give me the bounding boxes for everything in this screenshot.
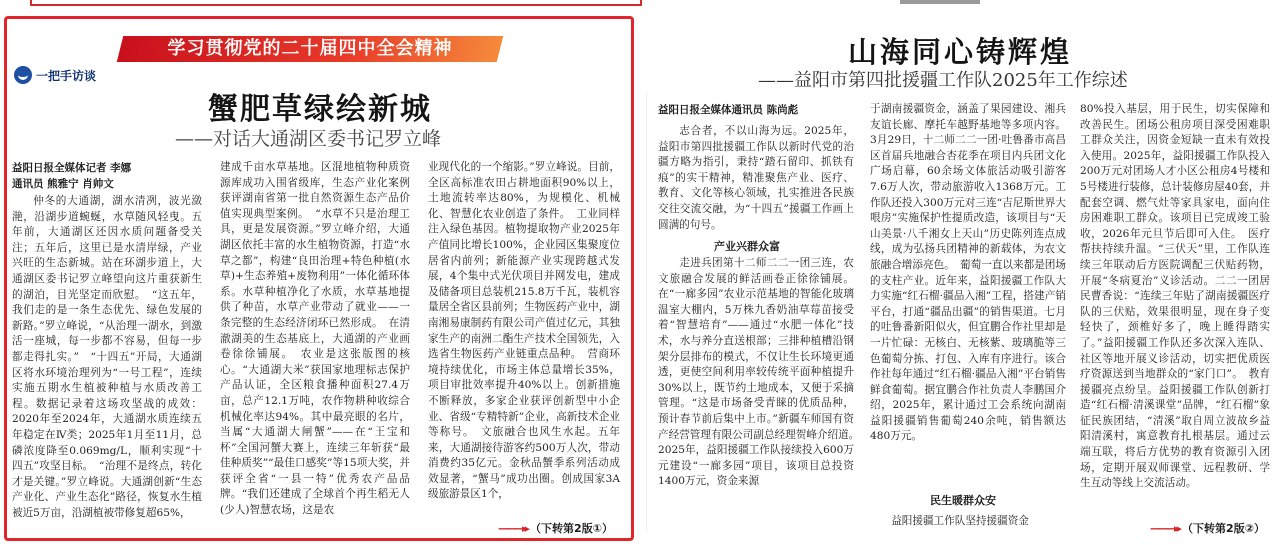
left-continuation-label: （下转第2版①） (530, 522, 614, 535)
right-column-1-text: 志合者，不以山海为远。2025年，益阳市第四批援疆工作队以新时代党的治疆方略为指引，秉持“踏石留印、抓铁有痕”的实干精神，精准聚焦产业、医疗、教育、文化等核心领域，扎实推进各民族交往交流交融，为“十四五”援疆工作画上圆满的句号。 (658, 125, 854, 231)
right-headline: 山海同心铸辉煌 (847, 35, 1072, 69)
top-edge (0, 0, 1280, 8)
continue-arrow-icon: ———▸▸ (498, 521, 528, 535)
right-column-3-text: 80%投入基层，用于民生，切实保障和改善民生。团场公租房项目深受困难职工群众关注，因资金短缺一直未有效投入使用。2025年，益阳援疆工作队投入200万元对团场人才小区公租房4号楼和5号楼进行装修，总计装修房屋40套，并配套空调、燃气灶等家具家电，面向住房困难职工群众。该项目已完成竣工验收，2026年元旦节后即可入住。 医疗帮扶持续升温。“三伏天”里，工作队连续三年联动后方医院调配三伏贴药物，开展“冬病夏治”义诊活动。二二一团居民曹香说：“连续三年贴了湖南援疆医疗队的三伏贴，效果很明显，现在身子变轻快了，颈椎好多了，晚上睡得踏实了。”益阳援疆工作队还多次深入连队、社区等地开展义诊活动，切实把优质医疗资源送到当地群众的“家门口”。 教育援疆亮点纷呈。益阳援疆工作队创新打造“红石榴·清溪课堂”品牌，“红石榴”象征民族团结，“清溪”取自周立波故乡益阳清溪村，寓意教育扎根基层。通过云端互联，将后方优势的教育资源引入团场，定期开展双师课堂、远程教研、学生互动等线上交流活动。 (1080, 103, 1270, 490)
right-column-3 (1080, 102, 1270, 516)
byline-reporter: 益阳日报全媒体记者 李娜 (12, 162, 132, 174)
right-column-2b (870, 514, 1066, 534)
column-tag (14, 66, 96, 84)
right-column-2 (870, 102, 1066, 480)
left-column-2-text: 建成千亩水草基地。区混地植物种质资源库成功入围省级库，生态产业化案例获评湖南省第一批自然资源生态产品价值实现典型案例。 “水草不只是治理工具，更是发展资源。”罗立峰介绍，大通湖区依托丰富的水生植物资源，打造“水草之都”，构建“良田治理+特色种植(水草)+生态养殖+废物利用”一体化循环体系。水草种植净化了水质，水草基地提供了种苗，水草产业带动了就业——一条完整的生态经济闭环已然形成。 在清澈湖美的生态基底上，大通湖的产业画卷徐徐铺展。 农业是这张版图的核心。“大通湖大米”获国家地理标志保护产品认证，全区粮食播种面积27.4万亩，总产12.1万吨，农作物耕种收综合机械化率达94%。其中最亮眼的名片，当属“大通湖大闸蟹”——在“王宝和杯”全国河蟹大赛上，连续三年斩获“最佳种质奖”“最佳口感奖”等15项大奖，并获评全省“一县一特”优秀农产品品牌。“我们还建成了全球首个再生稻无人(少人)智慧农场，这是农 (220, 161, 410, 517)
right-continuation-label: （下转第2版②） (1182, 522, 1266, 535)
left-column-2 (220, 160, 410, 534)
right-column-2b-text: 益阳援疆工作队坚持援疆资金 (891, 515, 1029, 527)
column-divider (646, 92, 647, 532)
right-continuation[interactable] (1150, 520, 1265, 536)
left-subheadline: ——对话大通湖区委书记罗立峰 (175, 128, 442, 150)
previous-article-text-edge (900, 0, 980, 4)
smile-logo-icon (14, 66, 32, 84)
section-heading-livelihood: 民生暖群众安 (930, 494, 996, 507)
left-column-3-text: 业现代化的一个缩影。”罗立峰说。目前，全区高标准农田占耕地面积90%以上，土地流转率达80%，为规模化、机械化、智慧化农业创造了条件。 工业同样注入绿色基因。植物提取物产业2025年产值同比增长100%，企业园区集聚度位居省内前列；新能源产业实现跨越式发展，4个集中式光伏项目并网发电，建成及储备项目总装机215.8万千瓦，装机容量居全省区县前列；生物医药产业中，湖南湘易康制药有限公司产值过亿元，其独家生产的南洲二酯生产技术全国领先，入选省生物医药产业链重点品种。 营商环境持续优化，市场主体总量增长35%，项目审批效率提升40%以上。创新措施不断释放，多家企业获评创新型中小企业、省级“专精特新”企业，高新技术企业等称号。 文旅融合也风生水起。五年来，大通湖接待游客约500万人次，带动消费约35亿元。金秋品蟹季系列活动成效显著，“蟹马”成功出圈。创成国家3A级旅游景区1个， (428, 161, 620, 501)
right-column-1b (658, 256, 865, 536)
left-continuation[interactable] (498, 520, 613, 536)
column-tag-label: 一把手访谈 (36, 68, 97, 83)
right-column-1 (658, 124, 854, 236)
section-banner (117, 36, 503, 62)
left-column-3 (428, 160, 620, 516)
right-column-1b-text: 走进兵团第十二师二二一团三连，农文旅融合发展的鲜活画卷正徐徐铺展。在“一廊多园”农业示范基地的智能化玻璃温室大棚内，5万株九香奶油草莓苗接受着“智慧培育”——通过“水肥一体化”技术，水与养分直送根部；三排种植槽沿钢架分层排布的模式，不仅让生长环境更通透，更使空间利用率较传统平面种植提升30%以上，既节约土地成本，又便于采摘管理。“这是市场备受青睐的优质品种，预计春节前后集中上市。”新疆车师国有资产经营管理有限公司副总经理贺峰介绍道。 2025年，益阳援疆工作队接续投入600万元建设“一廊多园”项目，该项目总投资1400万元，资金来源 (658, 257, 865, 488)
right-column-2-text: 于湖南援疆资金，涵盖了果园建设、湘兵友谊长廊、摩托车越野基地等多项内容。3月29日，十二师二二一团·吐鲁番市高昌区首届兵地融合杏花季在项目内兵团文化广场启幕，60余场文体旅活动吸引游客7.6万人次，带动旅游收入1368万元。工作队还投入300万元对三连“吉尼斯世界大哏房”实施保护性提质改造，该项目与“天山美景·八千湘女上天山”历史陈列连点成线，成为弘扬兵团精神的新载体，为农文旅融合增添亮色。 葡萄一直以来都是团场的支柱产业。近年来，益阳援疆工作队大力实施“红石榴·疆品入湘”工程，搭建产销平台，打通“疆品出疆”的销售渠道。七月的吐鲁番新阳似火，但宜鹏合作社里却是一片忙碌：无核白、无核紫、玻璃脆等三色葡萄分拣、打包、入库有序进行。该合作社每年通过“红石榴·疆品入湘”平台销售鲜食葡萄。据宜鹏合作社负责人李鹏国介绍，2025年，累计通过工会系统向湖南益阳援疆销售葡萄240余吨，销售额达480万元。 (870, 103, 1066, 443)
left-column-1 (12, 194, 202, 534)
left-byline (12, 160, 131, 192)
left-headline: 蟹肥草绿绘新城 (208, 92, 432, 127)
byline-correspondents: 通讯员 熊雅宁 肖帅文 (12, 178, 114, 190)
right-byline: 益阳日报全媒体通讯员 陈尚彪 (658, 104, 799, 116)
continue-arrow-icon: ———▸▸ (1150, 521, 1180, 535)
right-subheadline: ——益阳市第四批援疆工作队2025年工作综述 (758, 70, 1128, 91)
left-column-1-text: 仲冬的大通湖，湖水清冽，波光潋滟，沿湖步道蜿蜒，水草随风轻曳。五年前，大通湖区还因水质问题备受关注；五年后，这里已是水清岸绿，产业兴旺的生态新城。站在环湖步道上，大通湖区委书记罗立峰望向这片重获新生的湖泊，目光坚定而欣慰。 “这五年，我们走的是一条生态优先、绿色发展的新路。”罗立峰说，“从治理一湖水，到激活一座城，每一步都不容易，但每一步都走得扎实。” “十四五”开局，大通湖区将水环境治理列为“一号工程”，连续实施五期水生植被种植与水质改善工程。数据记录着这场攻坚战的成效：2020年至2024年，大通湖水质连续五年稳定在Ⅳ类；2025年1月至11月，总磷浓度降至0.069mg/L，顺利实现“十四五”攻坚目标。 “治理不是终点，转化才是关键。”罗立峰说。大通湖创新“生态产业化、产业生态化”路径，恢复水生植被近5万亩，沿湖植被带修复超65%， (12, 195, 202, 519)
section-heading-industry: 产业兴群众富 (714, 240, 780, 253)
previous-article-frame-edge (30, 0, 642, 6)
banner-text: 学习贯彻党的二十届四中全会精神 (167, 38, 453, 59)
